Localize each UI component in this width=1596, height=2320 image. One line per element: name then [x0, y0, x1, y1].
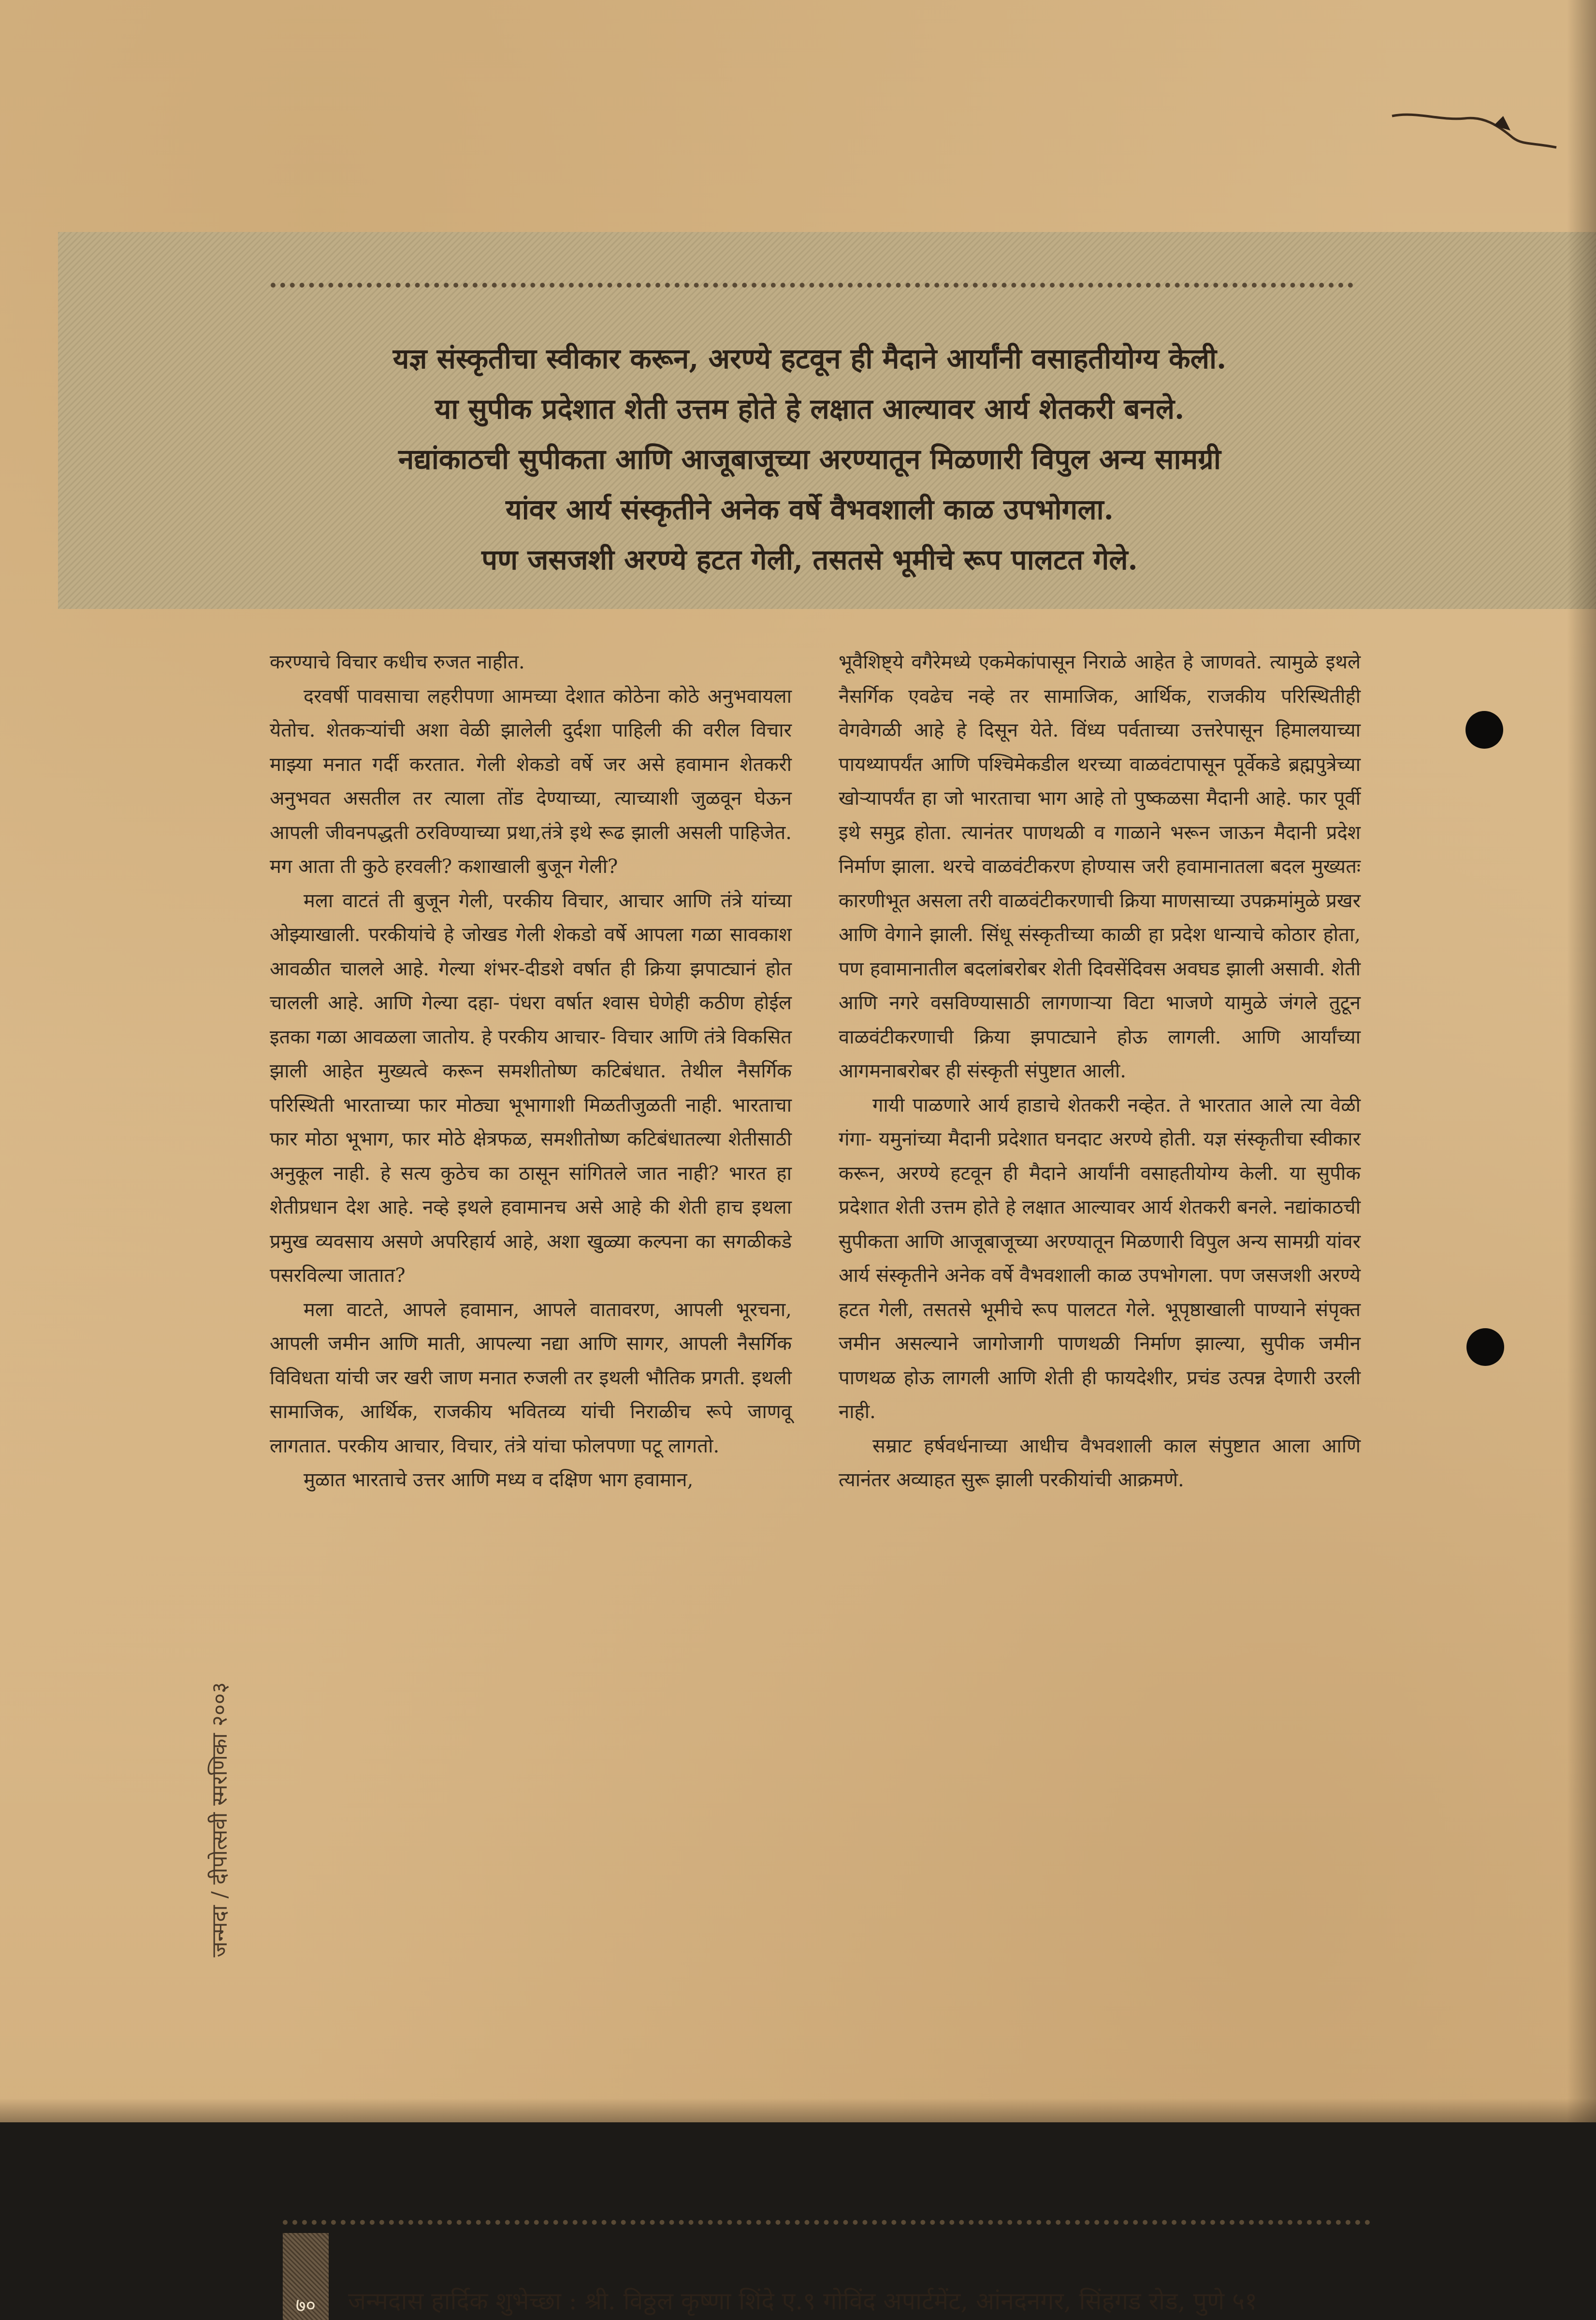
paragraph: भूवैशिष्ट्ये वगैरेमध्ये एकमेकांपासून निराळे आहेत हे जाणवते. त्यामुळे इथले नैसर्गिक एवढेच नव्हे तर सामाजिक, आर्थिक, राजकीय परिस्थितीही वेगवेगळी आहे हे दिसून येते. विंध्य पर्वताच्या उत्तरेपासून हिमालयाच्या पायथ्यापर्यंत आणि पश्चिमेकडील थरच्या वाळवंटापासून पूर्वेकडे ब्रह्मपुत्रेच्या खोऱ्यापर्यंत हा जो भारताचा भाग आहे तो पुष्कळसा मैदानी आहे. फार पूर्वी इथे समुद्र होता. त्यानंतर पाणथळी व गाळाने भरून जाऊन मैदानी प्रदेश निर्माण झाला. थरचे वाळवंटीकरण होण्यास जरी हवामानातला बदल मुख्यतः कारणीभूत असला तरी वाळवंटीकरणाची क्रिया माणसाच्या उपक्रमांमुळे प्रखर आणि वेगाने झाली. सिंधू संस्कृतीच्या काळी हा प्रदेश धान्याचे कोठार होता, पण हवामानातील बदलांबरोबर शेती दिवसेंदिवस अवघड झाली असावी. शेती आणि नगरे वसविण्यासाठी लागणाऱ्या विटा भाजणे यामुळे जंगले तुटून वाळवंटीकरणाची क्रिया झपाट्याने होऊ लागली. आणि आर्यांच्या आगमनाबरोबर ही संस्कृती संपुष्टात आली.	[839, 651, 1361, 1082]
article-column-left	[270, 645, 792, 1497]
dotted-divider-bottom	[283, 2220, 1370, 2225]
article-column-right	[839, 645, 1361, 1497]
pull-quote-line: नद्यांकाठची सुपीकता आणि आजूबाजूच्या अरण्यातून मिळणारी विपुल अन्य सामग्री	[398, 443, 1221, 476]
page-number: ७०	[295, 2294, 316, 2317]
torn-edge-mark	[1387, 97, 1561, 155]
paragraph: दरवर्षी पावसाचा लहरीपणा आमच्या देशात कोठेना कोठे अनुभवायला येतोच. शेतकऱ्यांची अशा वेळी झालेली दुर्दशा पाहिली की वरील विचार माझ्या मनात गर्दी करतात. गेली शेकडो वर्षे जर असे हवामान शेतकरी अनुभवत असतील तर त्याला तोंड देण्याच्या, त्याच्याशी जुळवून घेऊन आपली जीवनपद्धती ठरविण्याच्या प्रथा,तंत्रे इथे रूढ झाली असली पाहिजेत. मग आता ती कुठे हरवली? कशाखाली बुजून गेली?	[270, 685, 792, 878]
pull-quote-line: यज्ञ संस्कृतीचा स्वीकार करून, अरण्ये हटवून ही मैदाने आर्यांनी वसाहतीयोग्य केली.	[392, 342, 1227, 375]
punch-hole	[1465, 711, 1503, 749]
pull-quote	[160, 334, 1460, 585]
paragraph: सम्राट हर्षवर्धनाच्या आधीच वैभवशाली काल संपुष्टात आला आणि त्यानंतर अव्याहत सुरू झाली परकीयांची आक्रमणे.	[839, 1435, 1361, 1491]
paragraph: करण्याचे विचार कधीच रुजत नाहीत.	[270, 651, 525, 673]
punch-hole	[1466, 1328, 1504, 1366]
paragraph: मुळात भारताचे उत्तर आणि मध्य व दक्षिण भाग हवामान,	[304, 1469, 694, 1491]
paragraph: मला वाटतं ती बुजून गेली, परकीय विचार, आचार आणि तंत्रे यांच्या ओझ्याखाली. परकीयांचे हे जोखड गेली शेकडो वर्षे आपला गळा सावकाश आवळीत चालले आहे. गेल्या शंभर-दीडशे वर्षात ही क्रिया झपाट्यानं होत चालली आहे. आणि गेल्या दहा- पंधरा वर्षात श्वास घेणेही कठीण होईल इतका गळा आवळला जातोय. हे परकीय आचार- विचार आणि तंत्रे विकसित झाली आहेत मुख्यत्वे करून समशीतोष्ण कटिबंधात. तेथील नैसर्गिक परिस्थिती भारताच्या फार मोठ्या भूभागाशी मिळतीजुळती नाही. भारताचा फार मोठा भूभाग, फार मोठे क्षेत्रफळ, समशीतोष्ण कटिबंधातल्या शेतीसाठी अनुकूल नाही. हे सत्य कुठेच का ठासून सांगितले जात नाही? भारत हा शेतीप्रधान देश आहे. नव्हे इथले हवामानच असे आहे की शेती हाच इथला प्रमुख व्यवसाय असणे अपरिहार्य आहे, अशा खुळ्या कल्पना का सगळीकडे पसरविल्या जातात?	[270, 889, 792, 1287]
page-edge-shadow	[0, 2098, 1596, 2122]
pull-quote-line: या सुपीक प्रदेशात शेती उत्तम होते हे लक्षात आल्यावर आर्य शेतकरी बनले.	[435, 392, 1185, 425]
pull-quote-line: यांवर आर्य संस्कृतीने अनेक वर्षे वैभवशाली काळ उपभोगला.	[506, 493, 1114, 526]
dotted-divider-top	[271, 283, 1353, 288]
paragraph: गायी पाळणारे आर्य हाडाचे शेतकरी नव्हेत. ते भारतात आले त्या वेळी गंगा- यमुनांच्या मैदानी प्रदेशात घनदाट अरण्ये होती. यज्ञ संस्कृतीचा स्वीकार करून, अरण्ये हटवून ही मैदाने आर्यांनी वसाहतीयोग्य केली. या सुपीक प्रदेशात शेती उत्तम होते हे लक्षात आल्यावर आर्य शेतकरी बनले. नद्यांकाठची सुपीकता आणि आजूबाजूच्या अरण्यातून मिळणारी विपुल अन्य सामग्री यांवर आर्य संस्कृतीने अनेक वर्षे वैभवशाली काळ उपभोगला. पण जसजशी अरण्ये हटत गेली, तसतसे भूमीचे रूप पालटत गेले. भूपृष्ठाखाली पाण्याने संपृक्त जमीन असल्याने जागोजागी पाणथळी निर्माण झाल्या, सुपीक जमीन पाणथळ होऊ लागली आणि शेती ही फायदेशीर, प्रचंड उत्पन्न देणारी उरली नाही.	[839, 1094, 1361, 1423]
publication-name-vertical: जन्मदा / दीपोत्सवी स्मरणिका २००३	[207, 1682, 232, 1958]
footer-greeting: जन्मदास हार्दिक शुभेच्छा : श्री. विठ्ठल कृष्णा शिंदे ए.९ गोविंद अपार्टमेंट, आंनदनगर, सिंहगड रोड, पुणे ५१	[348, 2287, 1258, 2315]
pull-quote-line: पण जसजशी अरण्ये हटत गेली, तसतसे भूमीचे रूप पालटत गेले.	[481, 543, 1138, 576]
page-edge-shadow	[1567, 0, 1596, 2122]
paragraph: मला वाटते, आपले हवामान, आपले वातावरण, आपली भूरचना, आपली जमीन आणि माती, आपल्या नद्या आणि सागर, आपली नैसर्गिक विविधता यांची जर खरी जाण मनात रुजली तर इथली भौतिक प्रगती. इथली सामाजिक, आर्थिक, राजकीय भवितव्य यांची निराळीच रूपे जाणवू लागतात. परकीय आचार, विचार, तंत्रे यांचा फोलपणा पटू लागतो.	[270, 1298, 792, 1457]
